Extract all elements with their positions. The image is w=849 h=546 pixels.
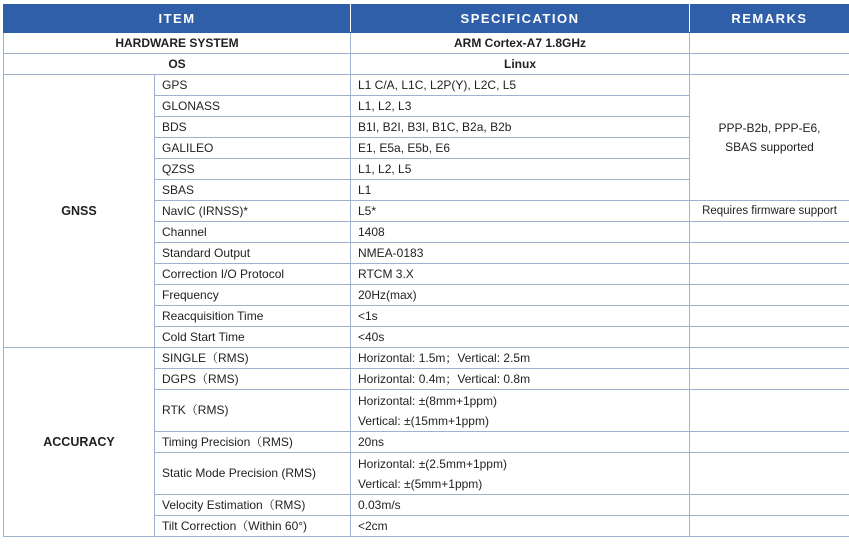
gnss-spec: RTCM 3.X [351, 264, 690, 285]
accuracy-spec-line: Vertical: ±(15mm+1ppm) [358, 413, 489, 428]
gnss-item: Channel [155, 222, 351, 243]
gnss-spec: NMEA-0183 [351, 243, 690, 264]
gnss-item: SBAS [155, 180, 351, 201]
gnss-item: Standard Output [155, 243, 351, 264]
accuracy-spec [351, 432, 690, 453]
accuracy-item: DGPS（RMS) [155, 369, 351, 390]
gnss-remark [690, 264, 849, 285]
accuracy-remark [690, 516, 849, 537]
gnss-remark [690, 306, 849, 327]
accuracy-item: SINGLE（RMS) [155, 348, 351, 369]
gnss-group-label: GNSS [4, 75, 155, 348]
gnss-spec: <40s [351, 327, 690, 348]
hardware-row [4, 33, 849, 54]
gnss-item: BDS [155, 117, 351, 138]
accuracy-item: Timing Precision（RMS) [155, 432, 351, 453]
gnss-item: GALILEO [155, 138, 351, 159]
accuracy-spec [351, 453, 690, 495]
gnss-spec: L1, L2, L3 [351, 96, 690, 117]
hardware-remark [690, 33, 849, 54]
gnss-item: QZSS [155, 159, 351, 180]
gnss-remark-line: PPP-B2b, PPP-E6, [718, 120, 821, 135]
accuracy-remark [690, 348, 849, 369]
accuracy-spec-line: 20ns [358, 434, 385, 449]
header-row [4, 4, 849, 33]
gnss-spec: E1, E5a, E5b, E6 [351, 138, 690, 159]
accuracy-row [4, 348, 849, 369]
gnss-spec: L1 C/A, L1C, L2P(Y), L2C, L5 [351, 75, 690, 96]
accuracy-remark [690, 432, 849, 453]
accuracy-group-label: ACCURACY [4, 348, 155, 537]
accuracy-item: Static Mode Precision (RMS) [155, 453, 351, 495]
gnss-spec: <1s [351, 306, 690, 327]
gnss-remark [690, 327, 849, 348]
os-row [4, 54, 849, 75]
gnss-item: Cold Start Time [155, 327, 351, 348]
os-remark [690, 54, 849, 75]
accuracy-spec [351, 348, 690, 369]
gnss-spec: L5* [351, 201, 690, 222]
accuracy-spec [351, 495, 690, 516]
gnss-item: Reacquisition Time [155, 306, 351, 327]
accuracy-spec-line: Horizontal: ±(8mm+1ppm) [358, 393, 497, 408]
accuracy-spec-line: Horizontal: ±(2.5mm+1ppm) [358, 456, 507, 471]
gnss-spec: B1I, B2I, B3I, B1C, B2a, B2b [351, 117, 690, 138]
gnss-remark [690, 243, 849, 264]
spec-table [3, 3, 849, 537]
accuracy-remark [690, 453, 849, 495]
accuracy-spec [351, 390, 690, 432]
accuracy-spec-line: Horizontal: 1.5m；Vertical: 2.5m [358, 350, 531, 365]
gnss-spec: 20Hz(max) [351, 285, 690, 306]
gnss-row [4, 75, 849, 96]
accuracy-spec [351, 516, 690, 537]
accuracy-spec [351, 369, 690, 390]
gnss-spec: L1 [351, 180, 690, 201]
gnss-remark [690, 285, 849, 306]
gnss-remark [690, 222, 849, 243]
hardware-value: ARM Cortex-A7 1.8GHz [351, 33, 690, 54]
header-item: ITEM [4, 4, 351, 33]
gnss-item: Correction I/O Protocol [155, 264, 351, 285]
accuracy-remark [690, 390, 849, 432]
header-specification: SPECIFICATION [351, 4, 690, 33]
accuracy-spec-line: 0.03m/s [358, 497, 401, 512]
gnss-section [4, 75, 849, 348]
gnss-spec: 1408 [351, 222, 690, 243]
accuracy-section [4, 348, 849, 537]
gnss-item: Frequency [155, 285, 351, 306]
gnss-remark-line: SBAS supported [725, 139, 814, 154]
gnss-spec: L1, L2, L5 [351, 159, 690, 180]
os-value: Linux [351, 54, 690, 75]
gnss-item: GLONASS [155, 96, 351, 117]
gnss-item: NavIC (IRNSS)* [155, 201, 351, 222]
accuracy-remark [690, 369, 849, 390]
accuracy-spec-line: <2cm [358, 518, 388, 533]
os-label: OS [4, 54, 351, 75]
gnss-constellation-remark [690, 75, 849, 201]
gnss-remark: Requires firmware support [690, 201, 849, 222]
hardware-label: HARDWARE SYSTEM [4, 33, 351, 54]
gnss-item: GPS [155, 75, 351, 96]
accuracy-remark [690, 495, 849, 516]
accuracy-spec-line: Vertical: ±(5mm+1ppm) [358, 476, 483, 491]
accuracy-item: Velocity Estimation（RMS) [155, 495, 351, 516]
accuracy-item: RTK（RMS) [155, 390, 351, 432]
header-remarks: REMARKS [690, 4, 849, 33]
accuracy-item: Tilt Correction（Within 60°) [155, 516, 351, 537]
accuracy-spec-line: Horizontal: 0.4m；Vertical: 0.8m [358, 371, 531, 386]
